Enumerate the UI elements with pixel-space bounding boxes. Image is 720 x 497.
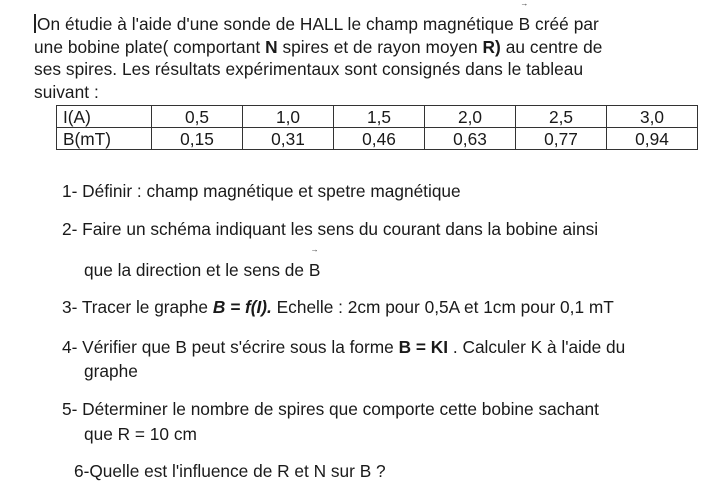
table-cell: 2,5: [516, 106, 607, 128]
question-2-line-1: 2- Faire un schéma indiquant les sens du courant dans la bobine ainsi: [62, 219, 599, 239]
table-row-field: [57, 128, 698, 150]
question-2-line-2: que la direction et le sens de → B: [84, 245, 321, 280]
row-label-field: B(mT): [57, 128, 152, 150]
row-label-current: I(A): [57, 106, 152, 128]
symbol-r: R): [482, 36, 501, 57]
intro-line-1: On étudie à l'aide d'une sonde de HALL le champ magnétique → B créé par: [34, 13, 714, 36]
table-cell: 0,63: [425, 128, 516, 150]
table-cell: 1,5: [334, 106, 425, 128]
graph-formula: B = f(I).: [212, 297, 272, 317]
question-3: 3- Tracer le graphe B = f(I). Echelle : 2cm pour 0,5A et 1cm pour 0,1 mT: [62, 297, 614, 317]
formula-bki: B = KI: [398, 337, 449, 357]
intro-line-2: une bobine plate( comportant N spires et de rayon moyen R) au centre de: [34, 36, 603, 57]
vector-b: → B: [518, 0, 531, 34]
question-4-line-1: 4- Vérifier que B peut s'écrire sous la forme B = KI . Calculer K à l'aide du: [62, 337, 626, 357]
table-row-current: [57, 106, 698, 128]
table-cell: 0,77: [516, 128, 607, 150]
vector-arrow-icon: →: [310, 245, 319, 254]
question-5-line-1: 5- Déterminer le nombre de spires que comporte cette bobine sachant: [62, 399, 599, 419]
table-cell: 1,0: [243, 106, 334, 128]
question-4-line-2: graphe: [84, 361, 138, 381]
question-1: 1- Définir : champ magnétique et spetre magnétique: [62, 181, 461, 201]
table-cell: 0,5: [152, 106, 243, 128]
question-5-line-2: que R = 10 cm: [84, 424, 197, 444]
text-cursor-icon: [34, 14, 36, 33]
table-cell: 2,0: [425, 106, 516, 128]
intro-text: On étudie à l'aide d'une sonde de HALL le champ magnétique: [37, 14, 519, 34]
intro-line-4: suivant :: [34, 81, 99, 102]
question-6: 6-Quelle est l'influence de R et N sur B ?: [74, 461, 386, 481]
table-cell: 3,0: [607, 106, 698, 128]
vector-arrow-icon: →: [520, 0, 529, 8]
symbol-n: N: [265, 36, 278, 57]
results-table: [56, 105, 698, 150]
table-cell: 0,15: [152, 128, 243, 150]
intro-paragraph: [34, 0, 714, 103]
table-cell: 0,94: [607, 128, 698, 150]
table-cell: 0,46: [334, 128, 425, 150]
table-cell: 0,31: [243, 128, 334, 150]
intro-line-3: ses spires. Les résultats expérimentaux sont consignés dans le tableau: [34, 59, 584, 79]
vector-b: → B: [308, 245, 321, 280]
